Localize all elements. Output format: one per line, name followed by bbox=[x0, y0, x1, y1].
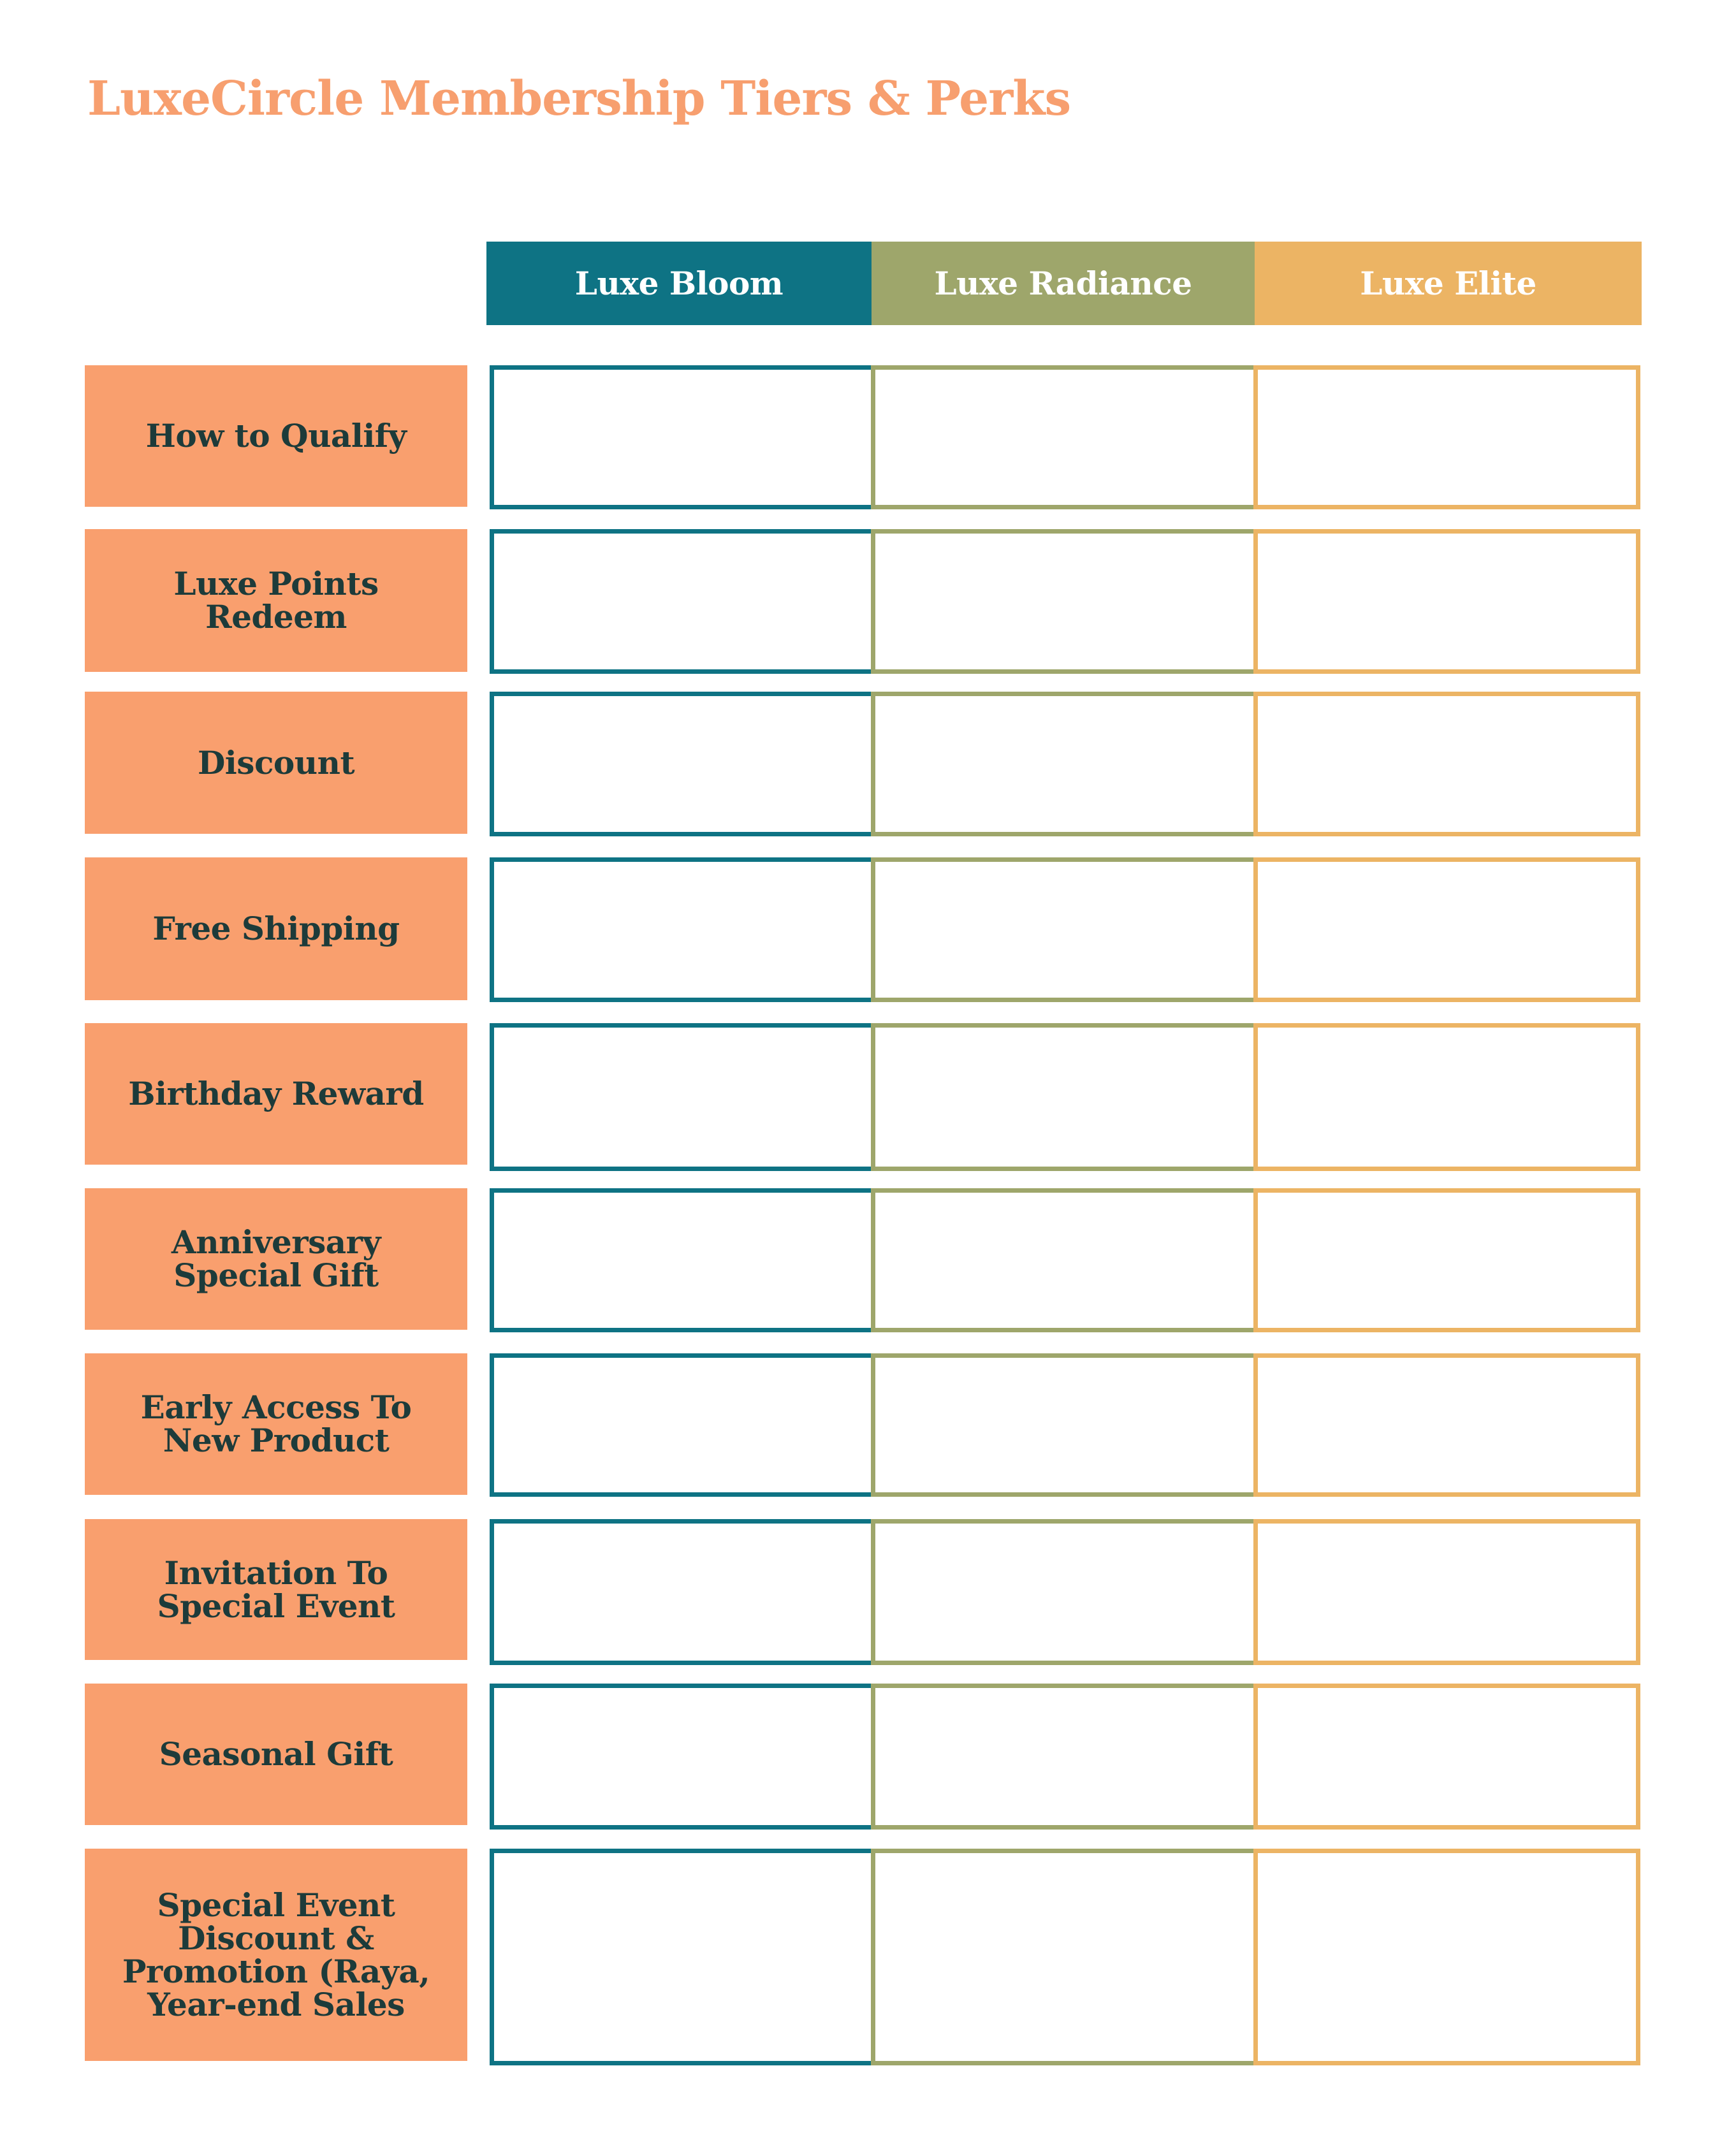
cell-how-to-qualify-luxe-bloom[interactable] bbox=[490, 365, 875, 509]
cell-luxe-points-redeem-luxe-radiance[interactable] bbox=[871, 529, 1258, 674]
cell-free-shipping-luxe-elite[interactable] bbox=[1253, 857, 1640, 1002]
row-label-seasonal-gift: Seasonal Gift bbox=[85, 1684, 467, 1825]
cell-anniversary-special-gift-luxe-bloom[interactable] bbox=[490, 1188, 875, 1332]
row-label-how-to-qualify: How to Qualify bbox=[85, 365, 467, 507]
cell-birthday-reward-luxe-radiance[interactable] bbox=[871, 1023, 1258, 1171]
row-label-free-shipping: Free Shipping bbox=[85, 857, 467, 1000]
cell-special-event-discount-promotion-raya-year-end-sales-luxe-bloom[interactable] bbox=[490, 1849, 875, 2065]
row-label-birthday-reward: Birthday Reward bbox=[85, 1023, 467, 1165]
cell-free-shipping-luxe-bloom[interactable] bbox=[490, 857, 875, 1002]
cell-invitation-to-special-event-luxe-bloom[interactable] bbox=[490, 1519, 875, 1665]
cell-seasonal-gift-luxe-radiance[interactable] bbox=[871, 1684, 1258, 1830]
cell-how-to-qualify-luxe-elite[interactable] bbox=[1253, 365, 1640, 509]
cell-anniversary-special-gift-luxe-elite[interactable] bbox=[1253, 1188, 1640, 1332]
tier-header-luxe-elite: Luxe Elite bbox=[1255, 242, 1642, 325]
cell-seasonal-gift-luxe-elite[interactable] bbox=[1253, 1684, 1640, 1830]
tier-header-luxe-bloom: Luxe Bloom bbox=[486, 242, 872, 325]
cell-luxe-points-redeem-luxe-elite[interactable] bbox=[1253, 529, 1640, 674]
row-label-luxe-points-redeem: Luxe Points Redeem bbox=[85, 529, 467, 672]
page-title: LuxeCircle Membership Tiers & Perks bbox=[87, 71, 1071, 126]
cell-special-event-discount-promotion-raya-year-end-sales-luxe-elite[interactable] bbox=[1253, 1849, 1640, 2065]
cell-invitation-to-special-event-luxe-radiance[interactable] bbox=[871, 1519, 1258, 1665]
row-label-discount: Discount bbox=[85, 692, 467, 834]
row-label-special-event-discount-promotion-raya-year-end-sales: Special Event Discount & Promotion (Raya, Year-end Sales bbox=[85, 1849, 467, 2061]
cell-special-event-discount-promotion-raya-year-end-sales-luxe-radiance[interactable] bbox=[871, 1849, 1258, 2065]
cell-early-access-to-new-product-luxe-elite[interactable] bbox=[1253, 1353, 1640, 1497]
cell-anniversary-special-gift-luxe-radiance[interactable] bbox=[871, 1188, 1258, 1332]
cell-birthday-reward-luxe-bloom[interactable] bbox=[490, 1023, 875, 1171]
cell-seasonal-gift-luxe-bloom[interactable] bbox=[490, 1684, 875, 1830]
tier-header-luxe-radiance: Luxe Radiance bbox=[872, 242, 1255, 325]
cell-luxe-points-redeem-luxe-bloom[interactable] bbox=[490, 529, 875, 674]
cell-free-shipping-luxe-radiance[interactable] bbox=[871, 857, 1258, 1002]
cell-discount-luxe-elite[interactable] bbox=[1253, 692, 1640, 836]
cell-early-access-to-new-product-luxe-bloom[interactable] bbox=[490, 1353, 875, 1497]
cell-birthday-reward-luxe-elite[interactable] bbox=[1253, 1023, 1640, 1171]
cell-discount-luxe-bloom[interactable] bbox=[490, 692, 875, 836]
row-label-anniversary-special-gift: Anniversary Special Gift bbox=[85, 1188, 467, 1330]
cell-invitation-to-special-event-luxe-elite[interactable] bbox=[1253, 1519, 1640, 1665]
cell-how-to-qualify-luxe-radiance[interactable] bbox=[871, 365, 1258, 509]
row-label-invitation-to-special-event: Invitation To Special Event bbox=[85, 1519, 467, 1660]
row-label-early-access-to-new-product: Early Access To New Product bbox=[85, 1353, 467, 1495]
cell-early-access-to-new-product-luxe-radiance[interactable] bbox=[871, 1353, 1258, 1497]
cell-discount-luxe-radiance[interactable] bbox=[871, 692, 1258, 836]
